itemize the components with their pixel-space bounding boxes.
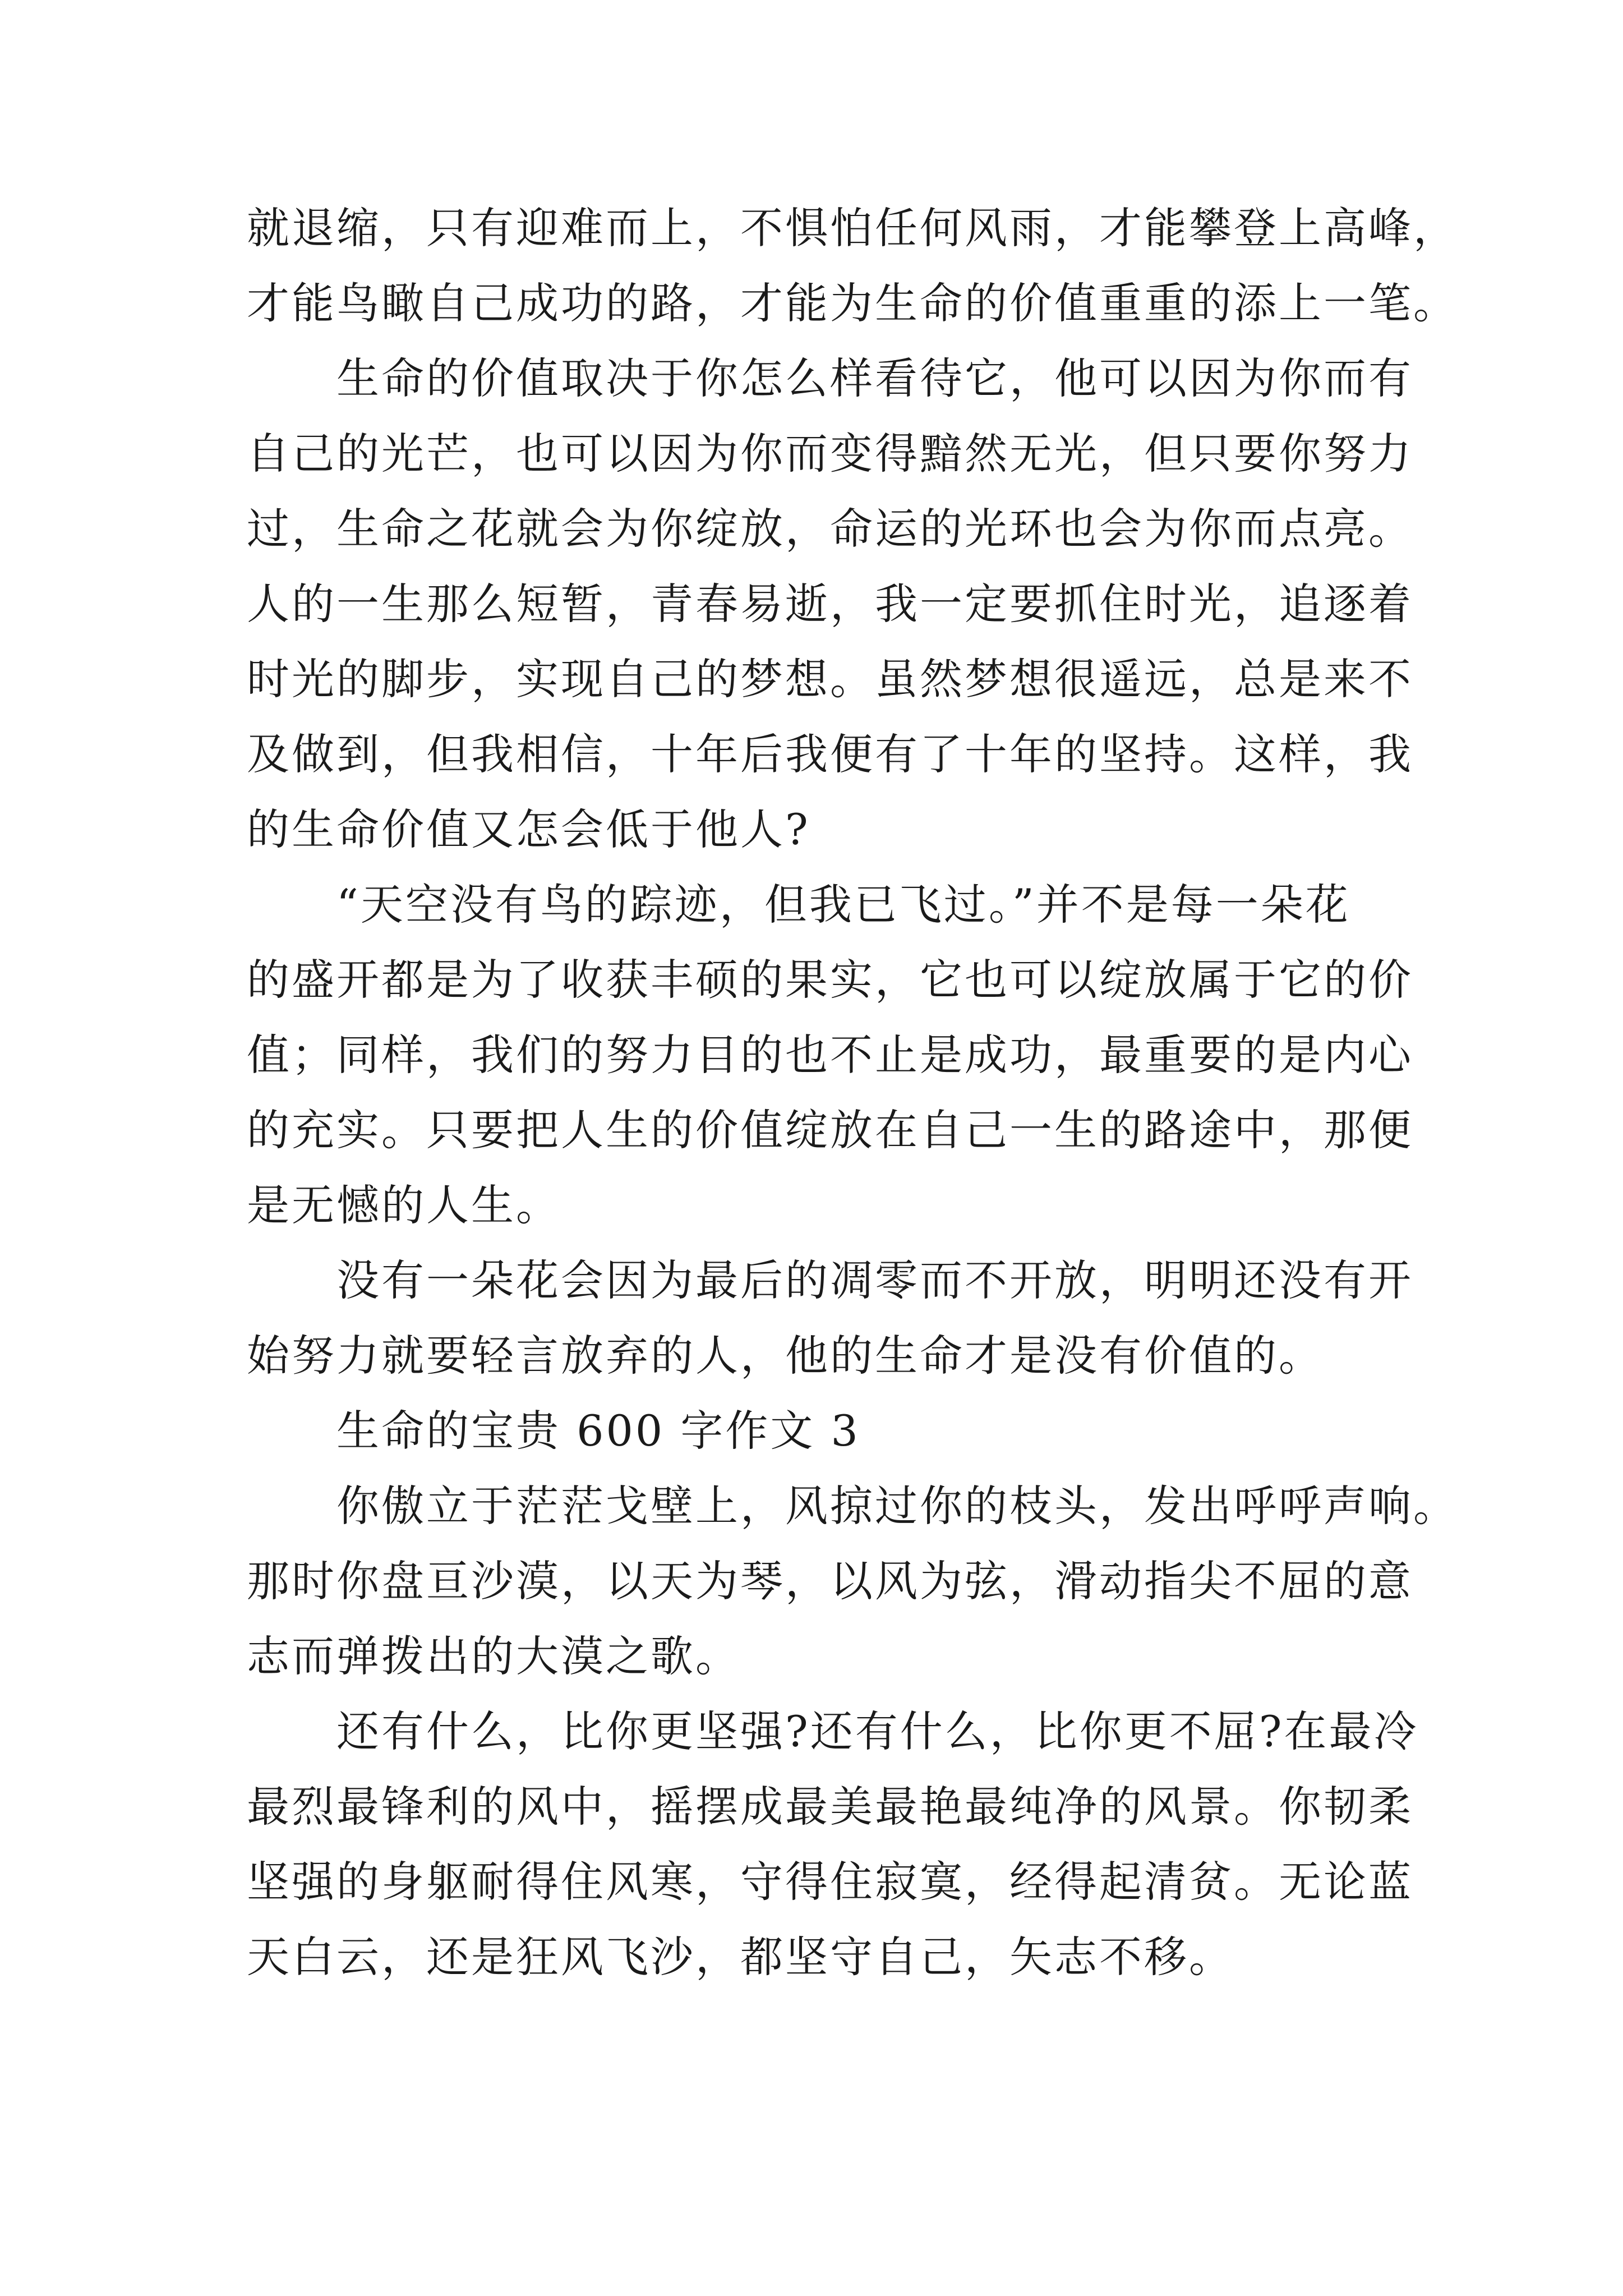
text-line: 是无憾的人生。 <box>247 1180 561 1230</box>
text-line: 那时你盘亘沙漠，以天为琴，以风为弦，滑动指尖不屈的意 <box>247 1556 1413 1606</box>
text-line: 始努力就要轻言放弃的人，他的生命才是没有价值的。 <box>247 1331 1324 1381</box>
text-line: 的盛开都是为了收获丰硕的果实，它也可以绽放属于它的价 <box>247 955 1413 1005</box>
text-line: 值；同样，我们的努力目的也不止是成功，最重要的是内心 <box>247 1030 1413 1080</box>
text-line: 才能鸟瞰自己成功的路，才能为生命的价值重重的添上一笔。 <box>247 278 1458 328</box>
text-line: 过，生命之花就会为你绽放，命运的光环也会为你而点亮。 <box>247 504 1413 554</box>
text-line: 志而弹拨出的大漠之歌。 <box>247 1631 740 1681</box>
text-line: 人的一生那么短暂，青春易逝，我一定要抓住时光，追逐着 <box>247 579 1413 629</box>
text-line: 时光的脚步，实现自己的梦想。虽然梦想很遥远，总是来不 <box>247 654 1413 704</box>
text-line: 的生命价值又怎会低于他人? <box>247 804 810 854</box>
text-line: 就退缩，只有迎难而上，不惧怕任何风雨，才能攀登上高峰， <box>247 203 1458 253</box>
text-line: 你傲立于茫茫戈壁上，风掠过你的枝头，发出呼呼声响。 <box>336 1481 1458 1531</box>
text-line: 及做到，但我相信，十年后我便有了十年的坚持。这样，我 <box>247 729 1413 779</box>
section-heading: 生命的宝贵 600 字作文 3 <box>336 1406 860 1456</box>
text-line: 天白云，还是狂风飞沙，都坚守自己，矢志不移。 <box>247 1932 1234 1982</box>
text-line: 坚强的身躯耐得住风寒，守得住寂寞，经得起清贫。无论蓝 <box>247 1857 1413 1907</box>
text-line: 还有什么，比你更坚强?还有什么，比你更不屈?在最冷 <box>336 1706 1419 1756</box>
text-line: 最烈最锋利的风中，摇摆成最美最艳最纯净的风景。你韧柔 <box>247 1782 1413 1832</box>
text-line: 生命的价值取决于你怎么样看待它，他可以因为你而有 <box>336 353 1413 403</box>
text-line: “天空没有鸟的踪迹，但我已飞过。”并不是每一朵花 <box>336 880 1350 930</box>
essay-body <box>247 191 1458 1995</box>
text-line: 自己的光芒，也可以因为你而变得黯然无光，但只要你努力 <box>247 429 1413 478</box>
text-line: 的充实。只要把人生的价值绽放在自己一生的路途中，那便 <box>247 1105 1413 1155</box>
text-line: 没有一朵花会因为最后的凋零而不开放，明明还没有开 <box>336 1255 1413 1305</box>
